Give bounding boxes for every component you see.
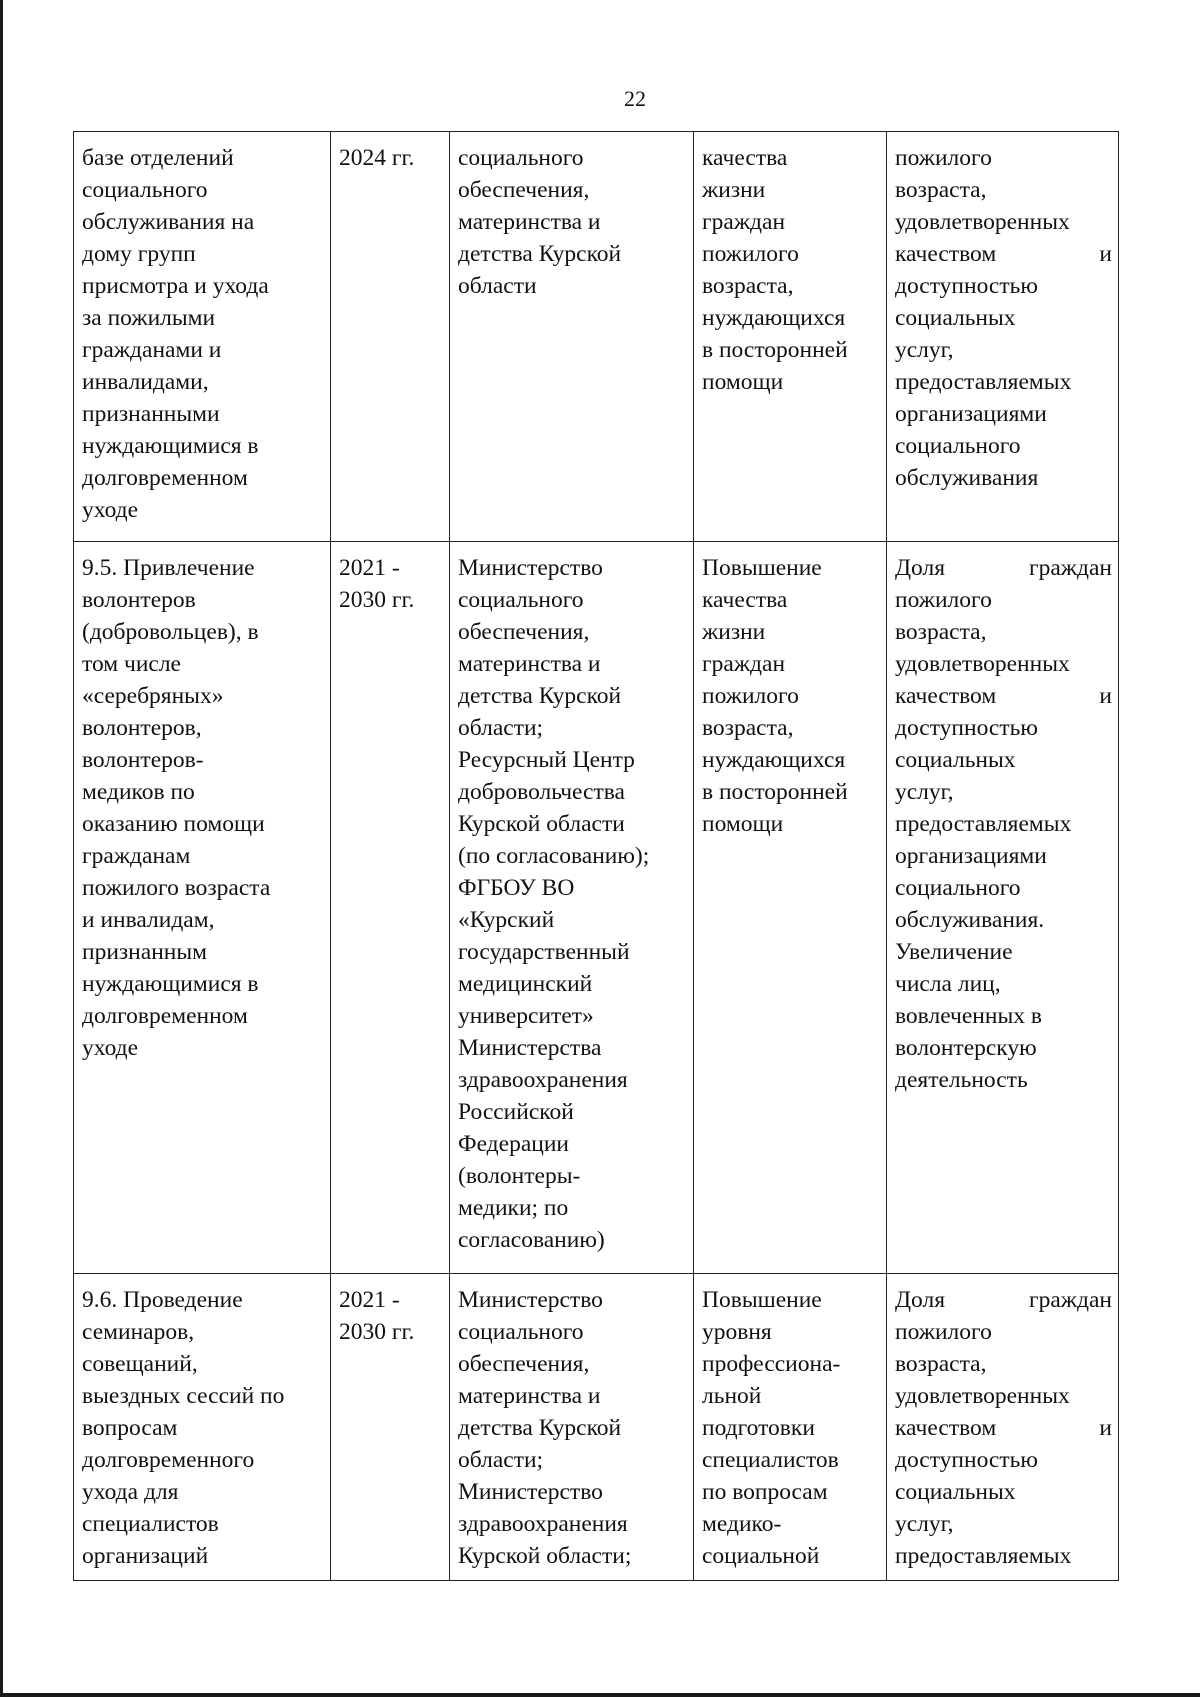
cell-text-line: области; [458, 1447, 544, 1473]
executors-cell [450, 1274, 694, 1581]
cell-text-line: возраста, [895, 619, 987, 645]
cell-text-line: услуг, [895, 337, 954, 363]
cell-text-line: Курской области; [458, 1543, 632, 1569]
indicator-cell [887, 542, 1119, 1274]
cell-text-line: (волонтеры- [458, 1163, 581, 1189]
measures-table [73, 131, 1119, 1581]
cell-text-line: обеспечения, [458, 1351, 590, 1377]
period-cell [331, 542, 450, 1274]
cell-text-line: материнства и [458, 1383, 601, 1409]
cell-text-line: вовлеченных в [895, 1003, 1042, 1029]
cell-text-line: Повышение [702, 555, 822, 581]
cell-text-line: качеством и [895, 1415, 1112, 1441]
cell-text-line: совещаний, [82, 1351, 198, 1377]
cell-text-line: социального [82, 177, 208, 203]
cell-text-line: Министерство [458, 1287, 603, 1313]
cell-text-line: Курской области [458, 811, 625, 837]
cell-text-line: числа лиц, [895, 971, 1001, 997]
executors-cell [450, 542, 694, 1274]
cell-text-line: 2030 гг. [339, 587, 415, 613]
cell-text-line: медицинский [458, 971, 593, 997]
cell-text-line: обслуживания на [82, 209, 255, 235]
cell-text-line: обеспечения, [458, 177, 590, 203]
cell-text-line: области [458, 273, 537, 299]
result-cell [694, 542, 887, 1274]
cell-text-line: выездных сессий по [82, 1383, 285, 1409]
cell-text-line: долговременном [82, 1003, 248, 1029]
cell-text-line: государственный [458, 939, 630, 965]
cell-text-line: возраста, [895, 1351, 987, 1377]
cell-text-line: здравоохранения [458, 1067, 628, 1093]
cell-text-line: обслуживания. [895, 907, 1045, 933]
cell-text-line: 2021 - [339, 1287, 400, 1313]
cell-text-line: деятельность [895, 1067, 1028, 1093]
cell-text-line: оказанию помощи [82, 811, 265, 837]
cell-text-line: социальных [895, 1479, 1016, 1505]
cell-text-line: гражданами и [82, 337, 222, 363]
cell-text-line: медиков по [82, 779, 195, 805]
cell-text-line: социального [895, 433, 1021, 459]
cell-text-line: университет» [458, 1003, 594, 1029]
cell-text-line: здравоохранения [458, 1511, 628, 1537]
executors-cell [450, 132, 694, 542]
cell-text-line: Увеличение [895, 939, 1013, 965]
cell-text-line: специалистов [702, 1447, 839, 1473]
period-cell [331, 1274, 450, 1581]
cell-text-line: материнства и [458, 651, 601, 677]
cell-text-line: организаций [82, 1543, 209, 1569]
cell-text-line: 9.6. Проведение [82, 1287, 243, 1313]
table-row [74, 1274, 1119, 1581]
cell-text-line: признанным [82, 939, 208, 965]
result-cell [694, 132, 887, 542]
cell-text-line: присмотра и ухода [82, 273, 269, 299]
cell-text-line: 2030 гг. [339, 1319, 415, 1345]
cell-text-line: согласованию) [458, 1227, 605, 1253]
cell-text-line: обслуживания [895, 465, 1039, 491]
cell-text-line: 2021 - [339, 555, 400, 581]
cell-text-line: услуг, [895, 1511, 954, 1537]
cell-text-line: волонтеров, [82, 715, 202, 741]
cell-text-line: уходе [82, 1035, 139, 1061]
cell-text-line: в посторонней [702, 337, 848, 363]
cell-text-line: Российской [458, 1099, 574, 1125]
cell-text-line: нуждающихся [702, 305, 846, 331]
cell-text-line: предоставляемых [895, 1543, 1072, 1569]
cell-text-line: удовлетворенных [895, 209, 1070, 235]
cell-text-line: организациями [895, 401, 1047, 427]
cell-text-line: возраста, [895, 177, 987, 203]
cell-text-line: удовлетворенных [895, 1383, 1070, 1409]
cell-text-line: волонтеров- [82, 747, 204, 773]
cell-text-line: медики; по [458, 1195, 569, 1221]
result-cell [694, 1274, 887, 1581]
cell-text-line: жизни [702, 619, 766, 645]
cell-text-line: «Курский [458, 907, 555, 933]
cell-text-line: волонтеров [82, 587, 196, 613]
cell-text-line: качеством и [895, 241, 1112, 267]
cell-text-line: социальных [895, 747, 1016, 773]
cell-text-line: долговременном [82, 465, 248, 491]
cell-text-line: социального [895, 875, 1021, 901]
cell-text-line: «серебряных» [82, 683, 224, 709]
period-cell [331, 132, 450, 542]
cell-text-line: детства Курской [458, 683, 622, 709]
cell-text-line: Министерства [458, 1035, 602, 1061]
cell-text-line: ухода для [82, 1479, 179, 1505]
table-row [74, 132, 1119, 542]
cell-text-line: дому групп [82, 241, 196, 267]
cell-text-line: семинаров, [82, 1319, 195, 1345]
cell-text-line: материнства и [458, 209, 601, 235]
cell-text-line: волонтерскую [895, 1035, 1037, 1061]
cell-text-line: инвалидами, [82, 369, 209, 395]
cell-text-line: граждан [702, 651, 786, 677]
cell-text-line: пожилого [895, 587, 992, 613]
cell-text-line: доступностью [895, 1447, 1038, 1473]
cell-text-line: нуждающимися в [82, 971, 259, 997]
cell-text-line: качества [702, 587, 788, 613]
cell-text-line: в посторонней [702, 779, 848, 805]
cell-text-line: Министерство [458, 1479, 603, 1505]
cell-text-line: возраста, [702, 715, 794, 741]
activity-cell [74, 132, 331, 542]
cell-text-line: льной [702, 1383, 762, 1409]
cell-text-line: вопросам [82, 1415, 178, 1441]
cell-text-line: профессиона- [702, 1351, 841, 1377]
cell-text-line: социального [458, 1319, 584, 1345]
cell-text-line: долговременного [82, 1447, 255, 1473]
cell-text-line: социального [458, 587, 584, 613]
cell-text-line: уходе [82, 497, 139, 523]
cell-text-line: признанными [82, 401, 220, 427]
cell-text-line: предоставляемых [895, 811, 1072, 837]
cell-text-line: нуждающимися в [82, 433, 259, 459]
cell-text-line: Повышение [702, 1287, 822, 1313]
cell-text-line: доступностью [895, 715, 1038, 741]
table-row [74, 542, 1119, 1274]
cell-text-line: обеспечения, [458, 619, 590, 645]
cell-text-line: Ресурсный Центр [458, 747, 635, 773]
cell-text-line: 9.5. Привлечение [82, 555, 255, 581]
cell-text-line: 2024 гг. [339, 145, 415, 171]
cell-text-line: детства Курской [458, 241, 622, 267]
cell-text-line: социальных [895, 305, 1016, 331]
cell-text-line: социального [458, 145, 584, 171]
cell-text-line: услуг, [895, 779, 954, 805]
cell-text-line: предоставляемых [895, 369, 1072, 395]
cell-text-line: нуждающихся [702, 747, 846, 773]
cell-text-line: организациями [895, 843, 1047, 869]
activity-cell [74, 542, 331, 1274]
cell-text-line: помощи [702, 369, 784, 395]
cell-text-line: Федерации [458, 1131, 569, 1157]
cell-text-line: пожилого [895, 1319, 992, 1345]
cell-text-line: и инвалидам, [82, 907, 215, 933]
cell-text-line: Доля граждан [895, 1287, 1112, 1313]
cell-text-line: жизни [702, 177, 766, 203]
cell-text-line: детства Курской [458, 1415, 622, 1441]
cell-text-line: по вопросам [702, 1479, 828, 1505]
cell-text-line: удовлетворенных [895, 651, 1070, 677]
cell-text-line: пожилого [702, 241, 799, 267]
cell-text-line: подготовки [702, 1415, 815, 1441]
cell-text-line: (по согласованию); [458, 843, 650, 869]
cell-text-line: медико- [702, 1511, 782, 1537]
cell-text-line: пожилого возраста [82, 875, 271, 901]
scan-border-bottom [0, 1693, 1200, 1697]
cell-text-line: пожилого [895, 145, 992, 171]
cell-text-line: Доля граждан [895, 555, 1112, 581]
scan-border-left [0, 0, 3, 1697]
cell-text-line: том числе [82, 651, 181, 677]
cell-text-line: качества [702, 145, 788, 171]
cell-text-line: (добровольцев), в [82, 619, 259, 645]
cell-text-line: возраста, [702, 273, 794, 299]
indicator-cell [887, 132, 1119, 542]
cell-text-line: ФГБОУ ВО [458, 875, 575, 901]
cell-text-line: за пожилыми [82, 305, 216, 331]
cell-text-line: гражданам [82, 843, 191, 869]
cell-text-line: базе отделений [82, 145, 234, 171]
cell-text-line: уровня [702, 1319, 772, 1345]
cell-text-line: социальной [702, 1543, 820, 1569]
cell-text-line: Министерство [458, 555, 603, 581]
cell-text-line: добровольчества [458, 779, 625, 805]
cell-text-line: области; [458, 715, 544, 741]
cell-text-line: граждан [702, 209, 786, 235]
cell-text-line: пожилого [702, 683, 799, 709]
cell-text-line: помощи [702, 811, 784, 837]
cell-text-line: доступностью [895, 273, 1038, 299]
page-number: 22 [624, 86, 646, 111]
cell-text-line: качеством и [895, 683, 1112, 709]
cell-text-line: специалистов [82, 1511, 219, 1537]
indicator-cell [887, 1274, 1119, 1581]
activity-cell [74, 1274, 331, 1581]
